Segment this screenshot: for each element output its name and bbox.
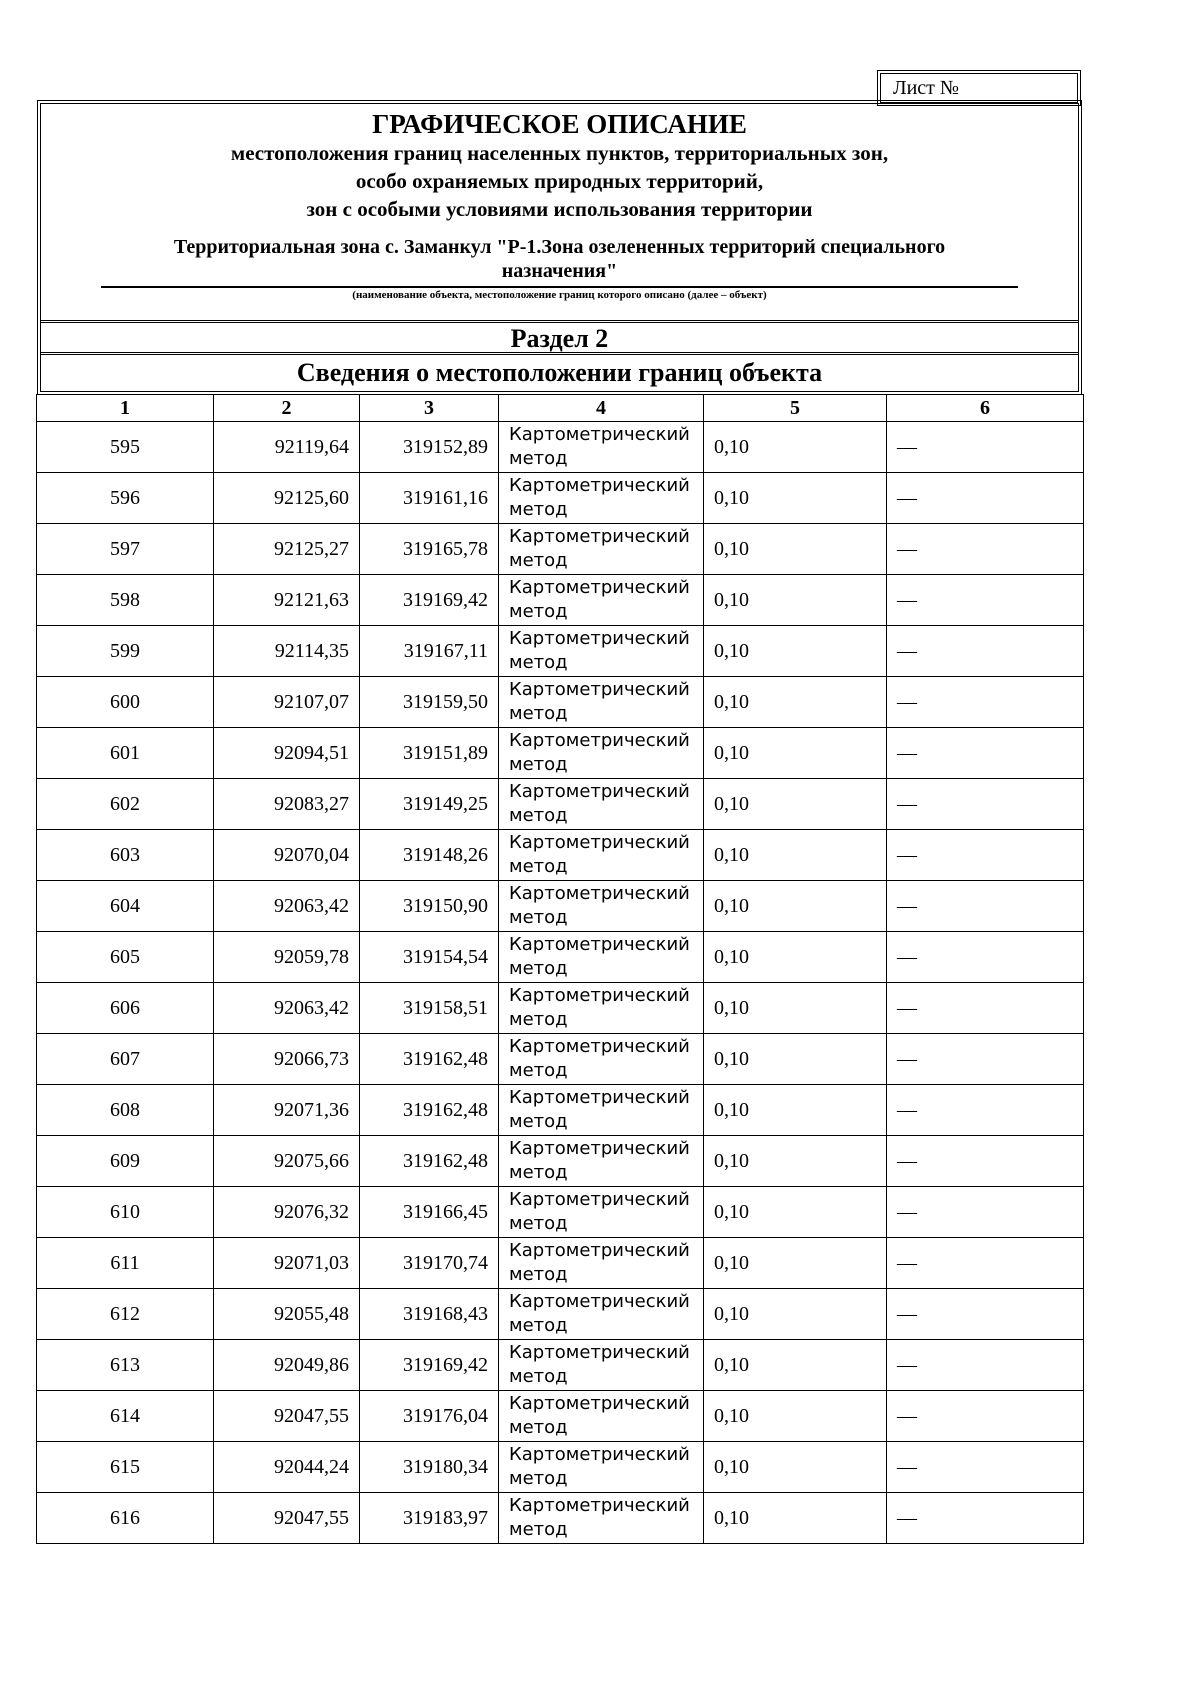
y-coordinate-cell: 319158,51: [360, 983, 499, 1034]
table-row: [37, 1034, 1084, 1085]
note-cell: —: [887, 728, 1084, 779]
method-cell: Картометрический метод: [499, 728, 704, 779]
accuracy-cell: 0,10: [704, 1493, 887, 1544]
point-number-cell: 597: [37, 524, 214, 575]
point-number-cell: 595: [37, 422, 214, 473]
x-coordinate-cell: 92094,51: [214, 728, 360, 779]
method-cell: Картометрический метод: [499, 1187, 704, 1238]
table-row: [37, 422, 1084, 473]
point-number-cell: 606: [37, 983, 214, 1034]
x-coordinate-cell: 92107,07: [214, 677, 360, 728]
method-cell: Картометрический метод: [499, 1493, 704, 1544]
note-cell: —: [887, 1136, 1084, 1187]
method-cell: Картометрический метод: [499, 830, 704, 881]
point-number-cell: 598: [37, 575, 214, 626]
y-coordinate-cell: 319167,11: [360, 626, 499, 677]
method-cell: Картометрический метод: [499, 779, 704, 830]
x-coordinate-cell: 92063,42: [214, 881, 360, 932]
note-cell: —: [887, 1289, 1084, 1340]
y-coordinate-cell: 319180,34: [360, 1442, 499, 1493]
method-cell: Картометрический метод: [499, 422, 704, 473]
subtitle-line-1: местоположения границ населенных пунктов, территориальных зон,: [230, 141, 889, 165]
y-coordinate-cell: 319159,50: [360, 677, 499, 728]
column-header: 6: [887, 395, 1084, 422]
column-header: 1: [37, 395, 214, 422]
table-row: [37, 1289, 1084, 1340]
point-number-cell: 615: [37, 1442, 214, 1493]
x-coordinate-cell: 92070,04: [214, 830, 360, 881]
table-row: [37, 1442, 1084, 1493]
x-coordinate-cell: 92055,48: [214, 1289, 360, 1340]
method-cell: Картометрический метод: [499, 881, 704, 932]
x-coordinate-cell: 92119,64: [214, 422, 360, 473]
point-number-cell: 601: [37, 728, 214, 779]
y-coordinate-cell: 319176,04: [360, 1391, 499, 1442]
method-cell: Картометрический метод: [499, 524, 704, 575]
table-row: [37, 1136, 1084, 1187]
accuracy-cell: 0,10: [704, 1085, 887, 1136]
section-subtitle: Сведения о местоположении границ объекта: [296, 358, 823, 387]
accuracy-cell: 0,10: [704, 575, 887, 626]
note-cell: —: [887, 1493, 1084, 1544]
note-cell: —: [887, 1187, 1084, 1238]
method-cell: Картометрический метод: [499, 473, 704, 524]
table-row: [37, 524, 1084, 575]
x-coordinate-cell: 92063,42: [214, 983, 360, 1034]
table-row: [37, 1340, 1084, 1391]
accuracy-cell: 0,10: [704, 473, 887, 524]
header-block: [41, 104, 1078, 323]
document-header-frame: [40, 103, 1079, 392]
point-number-cell: 599: [37, 626, 214, 677]
table-row: [37, 1238, 1084, 1289]
y-coordinate-cell: 319150,90: [360, 881, 499, 932]
note-cell: —: [887, 1085, 1084, 1136]
note-cell: —: [887, 626, 1084, 677]
y-coordinate-cell: 319183,97: [360, 1493, 499, 1544]
x-coordinate-cell: 92059,78: [214, 932, 360, 983]
subtitle-line-3: зон с особыми условиями использования территории: [306, 197, 813, 221]
method-cell: Картометрический метод: [499, 1136, 704, 1187]
method-cell: Картометрический метод: [499, 626, 704, 677]
x-coordinate-cell: 92047,55: [214, 1391, 360, 1442]
point-number-cell: 602: [37, 779, 214, 830]
table-row: [37, 677, 1084, 728]
column-header: 2: [214, 395, 360, 422]
y-coordinate-cell: 319166,45: [360, 1187, 499, 1238]
point-number-cell: 596: [37, 473, 214, 524]
method-cell: Картометрический метод: [499, 677, 704, 728]
method-cell: Картометрический метод: [499, 932, 704, 983]
method-cell: Картометрический метод: [499, 1442, 704, 1493]
column-header: 4: [499, 395, 704, 422]
x-coordinate-cell: 92075,66: [214, 1136, 360, 1187]
point-number-cell: 603: [37, 830, 214, 881]
accuracy-cell: 0,10: [704, 1187, 887, 1238]
y-coordinate-cell: 319161,16: [360, 473, 499, 524]
object-caption: (наименование объекта, местоположение границ которого описано (далее – объект): [352, 289, 767, 301]
table-row: [37, 881, 1084, 932]
table-body: [37, 422, 1084, 1544]
accuracy-cell: 0,10: [704, 1340, 887, 1391]
note-cell: —: [887, 677, 1084, 728]
y-coordinate-cell: 319170,74: [360, 1238, 499, 1289]
column-header: 3: [360, 395, 499, 422]
accuracy-cell: 0,10: [704, 830, 887, 881]
x-coordinate-cell: 92047,55: [214, 1493, 360, 1544]
note-cell: —: [887, 1340, 1084, 1391]
x-coordinate-cell: 92121,63: [214, 575, 360, 626]
column-header: 5: [704, 395, 887, 422]
object-name-line-1: Территориальная зона с. Заманкул "Р-1.Зона озелененных территорий специального: [173, 236, 946, 258]
note-cell: —: [887, 473, 1084, 524]
accuracy-cell: 0,10: [704, 1034, 887, 1085]
y-coordinate-cell: 319162,48: [360, 1136, 499, 1187]
point-number-cell: 604: [37, 881, 214, 932]
accuracy-cell: 0,10: [704, 626, 887, 677]
y-coordinate-cell: 319152,89: [360, 422, 499, 473]
note-cell: —: [887, 1391, 1084, 1442]
accuracy-cell: 0,10: [704, 932, 887, 983]
note-cell: —: [887, 881, 1084, 932]
accuracy-cell: 0,10: [704, 1238, 887, 1289]
table-header-row: [37, 395, 1084, 422]
point-number-cell: 607: [37, 1034, 214, 1085]
accuracy-cell: 0,10: [704, 1289, 887, 1340]
x-coordinate-cell: 92049,86: [214, 1340, 360, 1391]
y-coordinate-cell: 319165,78: [360, 524, 499, 575]
table-row: [37, 932, 1084, 983]
accuracy-cell: 0,10: [704, 983, 887, 1034]
coordinates-table: [36, 394, 1084, 1544]
method-cell: Картометрический метод: [499, 1391, 704, 1442]
document-title: ГРАФИЧЕСКОЕ ОПИСАНИЕ: [372, 109, 747, 139]
method-cell: Картометрический метод: [499, 983, 704, 1034]
y-coordinate-cell: 319154,54: [360, 932, 499, 983]
subtitle-line-2: особо охраняемых природных территорий,: [355, 169, 764, 193]
y-coordinate-cell: 319148,26: [360, 830, 499, 881]
method-cell: Картометрический метод: [499, 1340, 704, 1391]
point-number-cell: 614: [37, 1391, 214, 1442]
note-cell: —: [887, 1442, 1084, 1493]
accuracy-cell: 0,10: [704, 422, 887, 473]
method-cell: Картометрический метод: [499, 1289, 704, 1340]
method-cell: Картометрический метод: [499, 1238, 704, 1289]
point-number-cell: 616: [37, 1493, 214, 1544]
accuracy-cell: 0,10: [704, 728, 887, 779]
table-row: [37, 728, 1084, 779]
note-cell: —: [887, 830, 1084, 881]
y-coordinate-cell: 319169,42: [360, 1340, 499, 1391]
method-cell: Картометрический метод: [499, 1034, 704, 1085]
note-cell: —: [887, 1238, 1084, 1289]
x-coordinate-cell: 92071,36: [214, 1085, 360, 1136]
accuracy-cell: 0,10: [704, 677, 887, 728]
x-coordinate-cell: 92076,32: [214, 1187, 360, 1238]
method-cell: Картометрический метод: [499, 575, 704, 626]
point-number-cell: 600: [37, 677, 214, 728]
x-coordinate-cell: 92071,03: [214, 1238, 360, 1289]
method-cell: Картометрический метод: [499, 1085, 704, 1136]
note-cell: —: [887, 422, 1084, 473]
y-coordinate-cell: 319169,42: [360, 575, 499, 626]
note-cell: —: [887, 932, 1084, 983]
sheet-number-box: [880, 73, 1078, 103]
object-name-line-2: назначения": [501, 260, 618, 282]
table-row: [37, 983, 1084, 1034]
point-number-cell: 613: [37, 1340, 214, 1391]
table-row: [37, 626, 1084, 677]
y-coordinate-cell: 319151,89: [360, 728, 499, 779]
note-cell: —: [887, 524, 1084, 575]
x-coordinate-cell: 92114,35: [214, 626, 360, 677]
note-cell: —: [887, 575, 1084, 626]
table-row: [37, 575, 1084, 626]
object-name: [101, 235, 1018, 288]
x-coordinate-cell: 92083,27: [214, 779, 360, 830]
y-coordinate-cell: 319168,43: [360, 1289, 499, 1340]
note-cell: —: [887, 779, 1084, 830]
table-row: [37, 779, 1084, 830]
table-row: [37, 1085, 1084, 1136]
accuracy-cell: 0,10: [704, 881, 887, 932]
accuracy-cell: 0,10: [704, 1442, 887, 1493]
section-title: Раздел 2: [41, 323, 1078, 355]
point-number-cell: 608: [37, 1085, 214, 1136]
point-number-cell: 609: [37, 1136, 214, 1187]
table-row: [37, 830, 1084, 881]
x-coordinate-cell: 92125,60: [214, 473, 360, 524]
y-coordinate-cell: 319149,25: [360, 779, 499, 830]
y-coordinate-cell: 319162,48: [360, 1085, 499, 1136]
note-cell: —: [887, 1034, 1084, 1085]
x-coordinate-cell: 92044,24: [214, 1442, 360, 1493]
y-coordinate-cell: 319162,48: [360, 1034, 499, 1085]
point-number-cell: 612: [37, 1289, 214, 1340]
x-coordinate-cell: 92066,73: [214, 1034, 360, 1085]
table-row: [37, 1493, 1084, 1544]
accuracy-cell: 0,10: [704, 524, 887, 575]
accuracy-cell: 0,10: [704, 1391, 887, 1442]
table-row: [37, 1391, 1084, 1442]
accuracy-cell: 0,10: [704, 1136, 887, 1187]
note-cell: —: [887, 983, 1084, 1034]
sheet-number-label: Лист №: [893, 77, 959, 99]
accuracy-cell: 0,10: [704, 779, 887, 830]
coordinates-table-wrap: [36, 394, 1083, 1544]
point-number-cell: 611: [37, 1238, 214, 1289]
table-row: [37, 1187, 1084, 1238]
table-row: [37, 473, 1084, 524]
point-number-cell: 610: [37, 1187, 214, 1238]
point-number-cell: 605: [37, 932, 214, 983]
x-coordinate-cell: 92125,27: [214, 524, 360, 575]
